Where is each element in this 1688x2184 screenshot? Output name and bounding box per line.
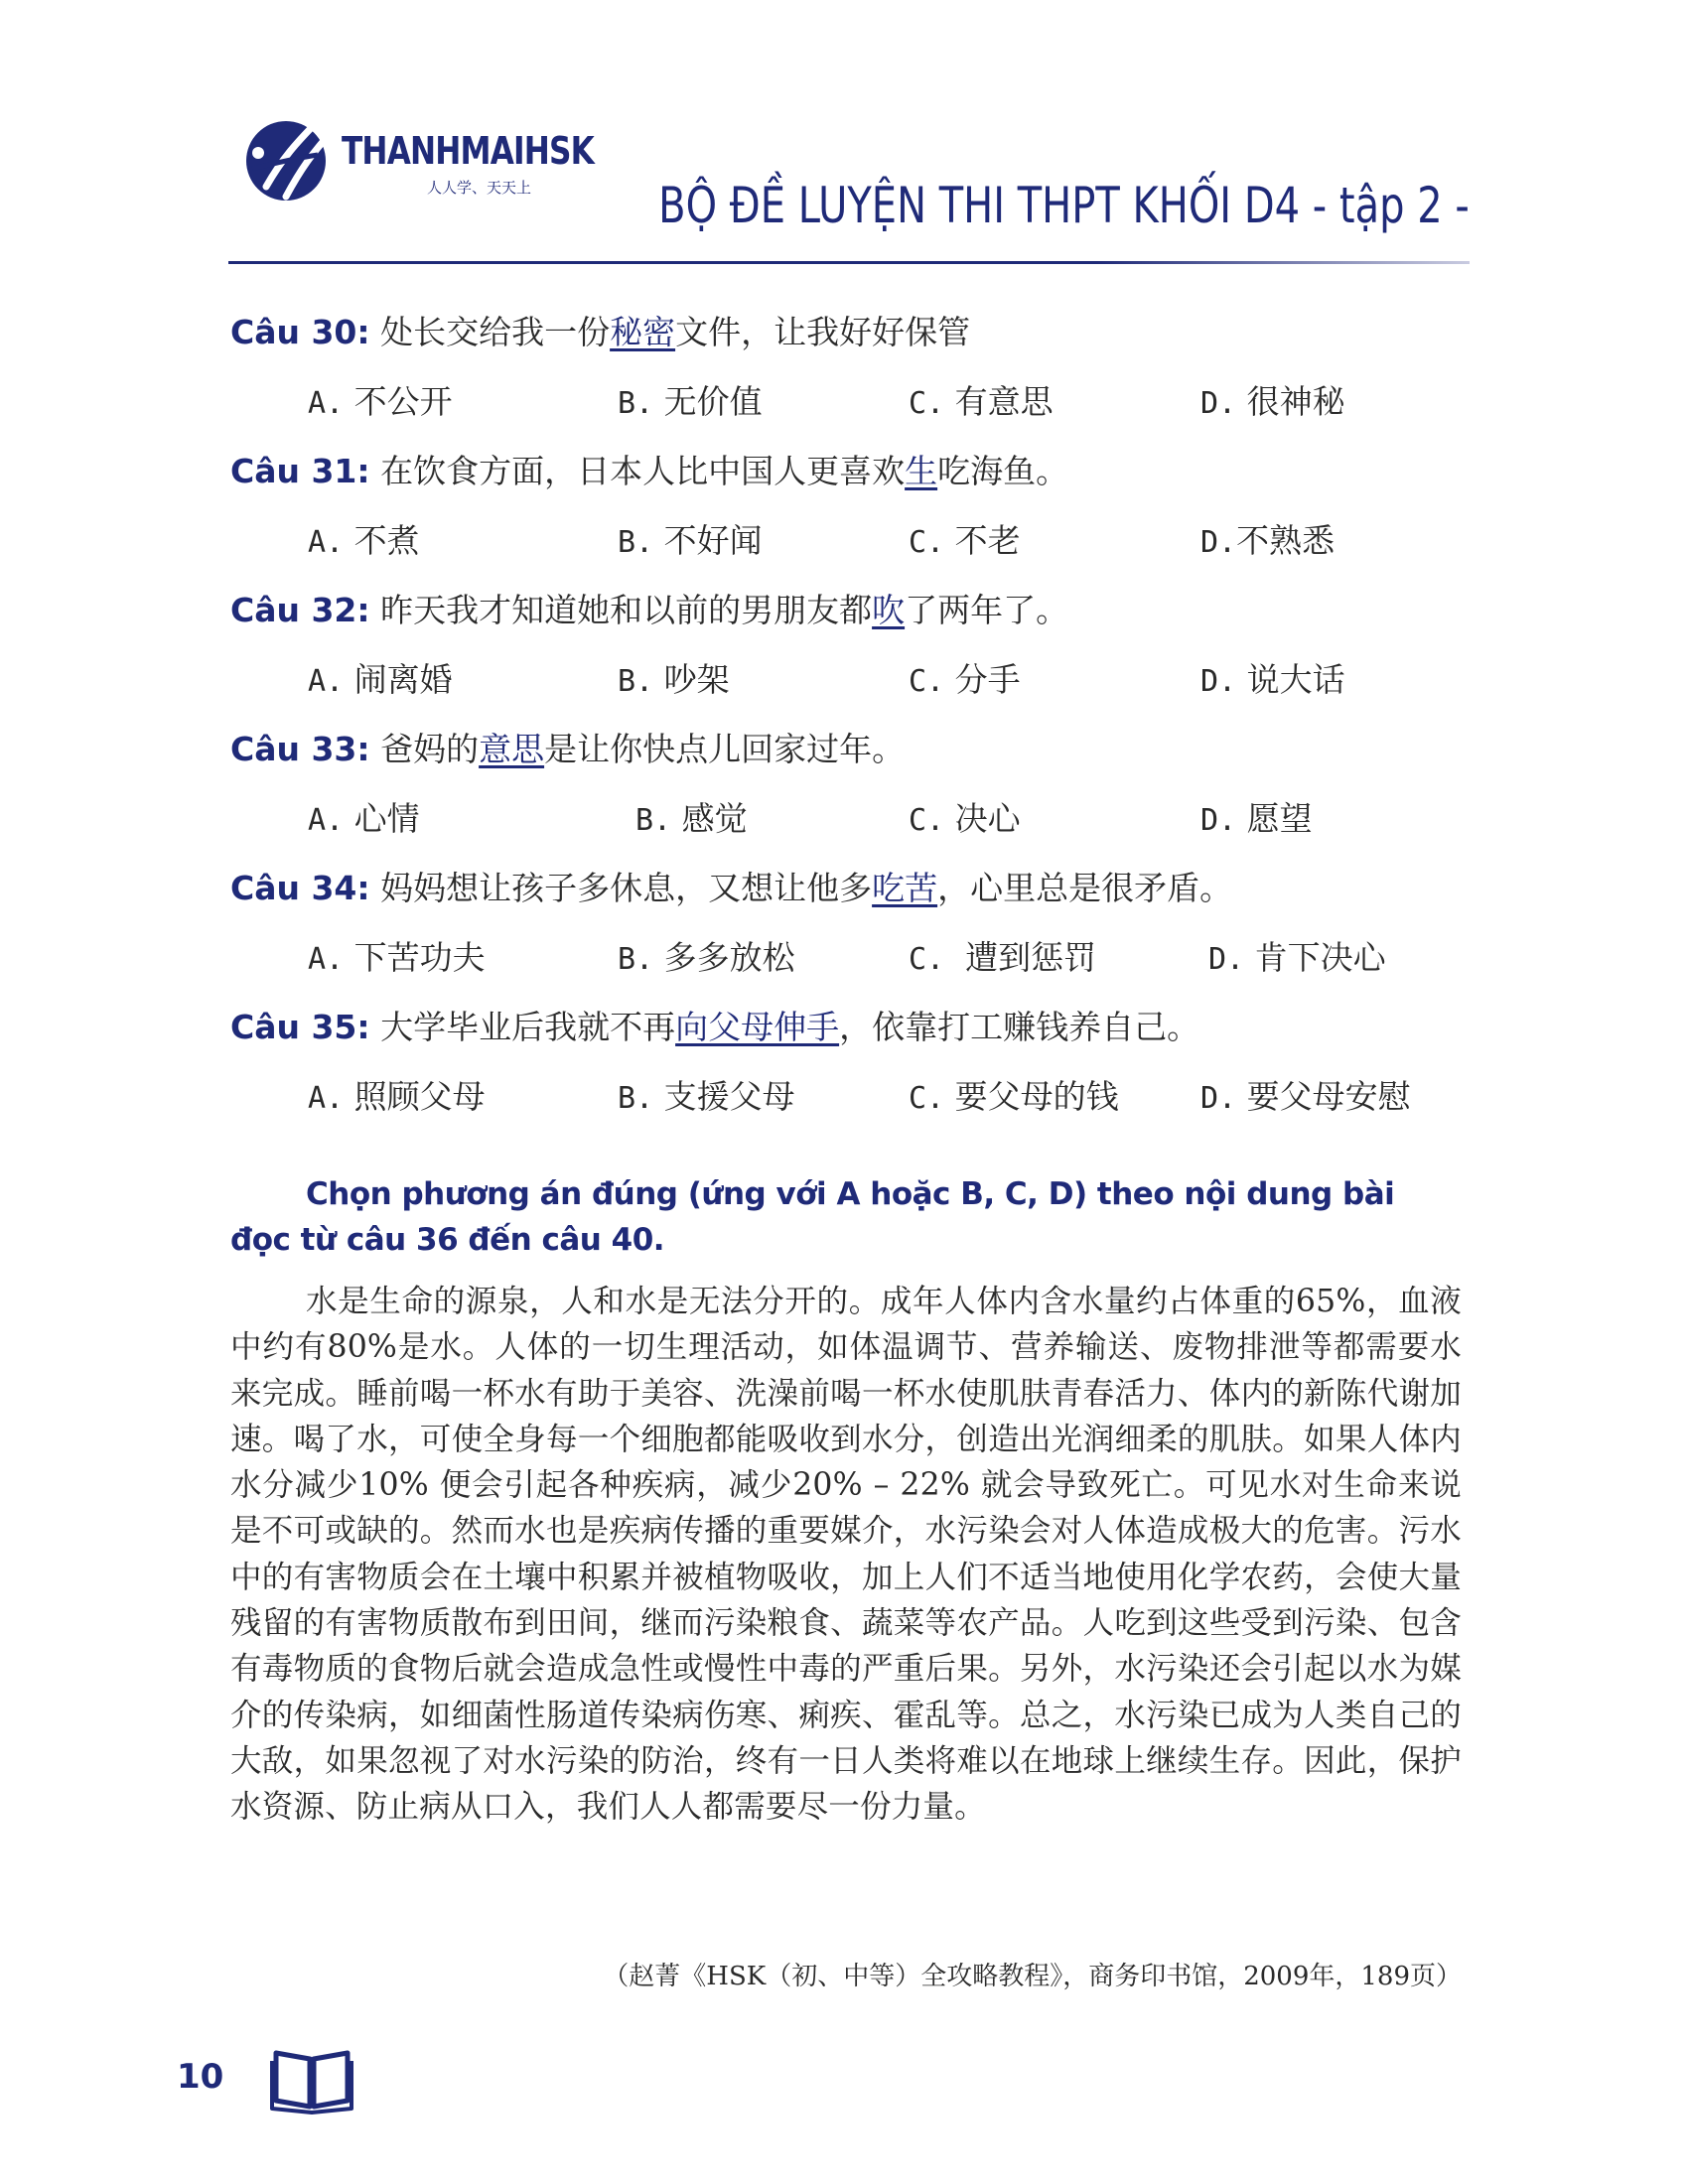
question-underlined-word: 吃苦 <box>872 869 938 907</box>
option-a[interactable]: A. 下苦功夫 <box>308 938 486 977</box>
question-underlined-word: 生 <box>905 452 938 490</box>
option-b[interactable]: B. 多多放松 <box>618 938 795 977</box>
options-34 <box>230 938 1462 1008</box>
page-number: 10 <box>177 2057 224 2097</box>
option-d[interactable]: D. 愿望 <box>1200 799 1313 838</box>
question-text-pre: 爸妈的 <box>380 730 480 768</box>
option-d[interactable]: D. 说大话 <box>1200 660 1345 699</box>
question-label: Câu 31: <box>230 452 370 490</box>
question-underlined-word: 吹 <box>872 591 906 629</box>
option-c[interactable]: C. 遭到惩罚 <box>909 938 1097 977</box>
options-35 <box>230 1077 1462 1147</box>
question-31 <box>230 452 1462 521</box>
question-text-pre: 处长交给我一份 <box>380 313 611 351</box>
option-b[interactable]: B. 支援父母 <box>618 1077 795 1116</box>
option-a[interactable]: A. 照顾父母 <box>308 1077 486 1116</box>
passage-citation: （赵菁《HSK（初、中等）全攻略教程》，商务印书馆，2009年，189页） <box>603 1962 1462 1991</box>
question-list <box>230 313 1462 1147</box>
option-b[interactable]: B. 吵架 <box>618 660 730 699</box>
question-label: Câu 30: <box>230 313 370 351</box>
question-text-post: 了两年了。 <box>905 591 1069 629</box>
page-header <box>228 99 1470 268</box>
book-title: BỘ ĐỀ LUYỆN THI THPT KHỐI D4 - tập 2 - <box>658 177 1470 234</box>
options-31 <box>230 521 1462 591</box>
question-text-post: 吃海鱼。 <box>937 452 1069 490</box>
question-underlined-word: 秘密 <box>610 313 676 351</box>
option-d[interactable]: D.不熟悉 <box>1200 521 1336 560</box>
question-label: Câu 32: <box>230 591 370 629</box>
option-c[interactable]: C. 有意思 <box>909 382 1054 421</box>
options-33 <box>230 799 1462 869</box>
question-label: Câu 33: <box>230 730 370 768</box>
question-30 <box>230 313 1462 382</box>
question-label: Câu 34: <box>230 869 370 907</box>
option-a[interactable]: A. 不煮 <box>308 521 420 560</box>
option-c[interactable]: C. 要父母的钱 <box>909 1077 1119 1116</box>
question-text-pre: 昨天我才知道她和以前的男朋友都 <box>380 591 873 629</box>
option-b[interactable]: B. 感觉 <box>635 799 748 838</box>
question-label: Câu 35: <box>230 1008 370 1046</box>
question-text-pre: 大学毕业后我就不再 <box>380 1008 676 1046</box>
header-divider <box>228 261 1470 264</box>
options-30 <box>230 382 1462 452</box>
question-text-pre: 妈妈想让孩子多休息，又想让他多 <box>380 869 873 907</box>
question-35 <box>230 1008 1462 1077</box>
question-underlined-word: 向父母伸手 <box>675 1008 840 1046</box>
option-d[interactable]: D. 要父母安慰 <box>1200 1077 1411 1116</box>
question-text-post: ，心里总是很矛盾。 <box>937 869 1233 907</box>
question-text-post: 是让你快点儿回家过年。 <box>544 730 906 768</box>
question-text-pre: 在饮食方面，日本人比中国人更喜欢 <box>380 452 906 490</box>
option-a[interactable]: A. 闹离婚 <box>308 660 453 699</box>
section-instruction: Chọn phương án đúng (ứng với A hoặc B, C, D) theo nội dung bài đọc từ câu 36 đến câu 40. <box>230 1176 1395 1258</box>
option-d[interactable]: D. 很神秘 <box>1200 382 1345 421</box>
option-c[interactable]: C. 决心 <box>909 799 1021 838</box>
question-34 <box>230 869 1462 938</box>
option-b[interactable]: B. 不好闻 <box>618 521 763 560</box>
question-text-post: ，依靠打工赚钱养自己。 <box>839 1008 1200 1046</box>
options-32 <box>230 660 1462 730</box>
option-a[interactable]: A. 心情 <box>308 799 420 838</box>
question-33 <box>230 730 1462 799</box>
option-a[interactable]: A. 不公开 <box>308 382 453 421</box>
question-underlined-word: 意思 <box>479 730 545 768</box>
question-text-post: 文件，让我好好保管 <box>675 313 971 351</box>
brand-logo <box>238 109 594 208</box>
option-c[interactable]: C. 不老 <box>909 521 1021 560</box>
question-32 <box>230 591 1462 660</box>
reading-passage: 水是生命的源泉，人和水是无法分开的。成年人体内含水量约占体重的65%，血液中约有80%是水。人体的一切生理活动，如体温调节、营养输送、废物排泄等都需要水来完成。睡前喝一杯水有助于美容、洗澡前喝一杯水使肌肤青春活力、体内的新陈代谢加速。喝了水，可使全身每一个细胞都能吸收到水分，创造出光润细柔的肌肤。如果人体内水分减少10% 便会引起各种疾病，减少20% – 22% 就会导致死亡。可见水对生命来说是不可或缺的。然而水也是疾病传播的重要媒介，水污染会对人体造成极大的危害。污水中的有害物质会在土壤中积累并被植物吸收，加上人们不适当地使用化学农药，会使大量残留的有害物质散布到田间，继而污染粮食、蔬菜等农产品。人吃到这些受到污染、包含有毒物质的食物后就会造成急性或慢性中毒的严重后果。另外，水污染还会引起以水为媒介的传染病，如细菌性肠道传染病伤寒、痢疾、霍乱等。总之，水污染已成为人类自己的大敌，如果忽视了对水污染的防治，终有一日人类将难以在地球上继续生存。因此，保护水资源、防止病从口入，我们人人都需要尽一份力量。 <box>230 1284 1462 1826</box>
option-c[interactable]: C. 分手 <box>909 660 1021 699</box>
logo-mark-icon <box>238 109 348 208</box>
brand-slogan: 人人学、天天上 <box>427 179 532 197</box>
open-book-icon <box>270 2045 353 2115</box>
brand-name: THANHMAIHSK <box>342 129 594 173</box>
option-d[interactable]: D. 肯下决心 <box>1208 938 1386 977</box>
option-b[interactable]: B. 无价值 <box>618 382 763 421</box>
